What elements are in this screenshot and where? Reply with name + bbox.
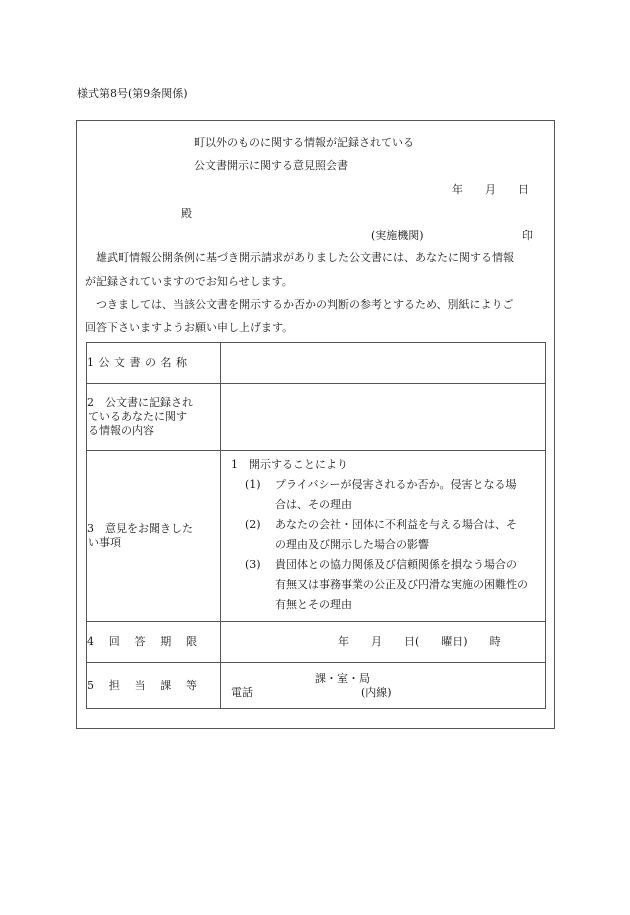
opinion-items-list xyxy=(221,451,546,622)
addressee-suffix: 殿 xyxy=(181,207,192,220)
field-document-name[interactable] xyxy=(221,343,546,384)
field-contact-section[interactable]: 課・室・局 電話 (内線) xyxy=(221,663,546,709)
date-line: 年 月 日 xyxy=(452,183,529,196)
body-para-1-line-1: 雄武町情報公開条例に基づき開示請求がありました公文書には、あなたに関する情報 xyxy=(96,251,514,264)
label-contact-section: 5 担 当 課 等 xyxy=(87,663,221,709)
opinion-item-1: (1) プライバシーが侵害されるか否か。侵害となる場 合は、その理由 xyxy=(245,478,517,511)
seal-mark: 印 xyxy=(522,229,533,242)
opinion-heading: 1 開示することにより xyxy=(231,458,348,471)
body-para-2-line-2: 回答下さいますようお願い申し上げます。 xyxy=(85,321,294,334)
row-contact-section xyxy=(87,663,546,709)
row-response-deadline xyxy=(87,622,546,663)
row-opinion-items xyxy=(87,451,546,622)
title-line-1: 町以外のものに関する情報が記録されている xyxy=(194,136,414,149)
field-response-deadline[interactable]: 年 月 日( 曜日) 時 xyxy=(221,622,546,663)
label-response-deadline: 4 回 答 期 限 xyxy=(87,622,221,663)
label-info-content: 2 公文書に記録され ているあなたに関す る情報の内容 xyxy=(87,384,221,451)
body-para-2-line-1: つきましては、当該公文書を開示するか否かの判断の参考とするため、別紙によりご xyxy=(96,298,514,311)
row-document-name xyxy=(87,343,546,384)
opinion-item-2: (2) あなたの会社・団体に不利益を与える場合は、そ の理由及び開示した場合の影響 xyxy=(245,518,517,551)
form-id: 様式第8号(第9条関係) xyxy=(77,87,188,100)
response-table xyxy=(86,342,546,709)
row-info-content xyxy=(87,384,546,451)
opinion-item-3: (3) 貴団体との協力関係及び信頼関係を損なう場合の 有無又は事務事業の公正及び円滑な実施の困難性の 有無とその理由 xyxy=(245,558,528,611)
body-para-1-line-2: が記録されていますのでお知らせします。 xyxy=(85,275,293,288)
label-opinion-items: 3 意見をお聞きした い事項 xyxy=(87,451,221,622)
implementing-agency: (実施機関) xyxy=(371,229,424,242)
field-info-content[interactable] xyxy=(221,384,546,451)
label-document-name: 1 公 文 書 の 名 称 xyxy=(87,343,221,384)
title-line-2: 公文書開示に関する意見照会書 xyxy=(194,159,348,172)
